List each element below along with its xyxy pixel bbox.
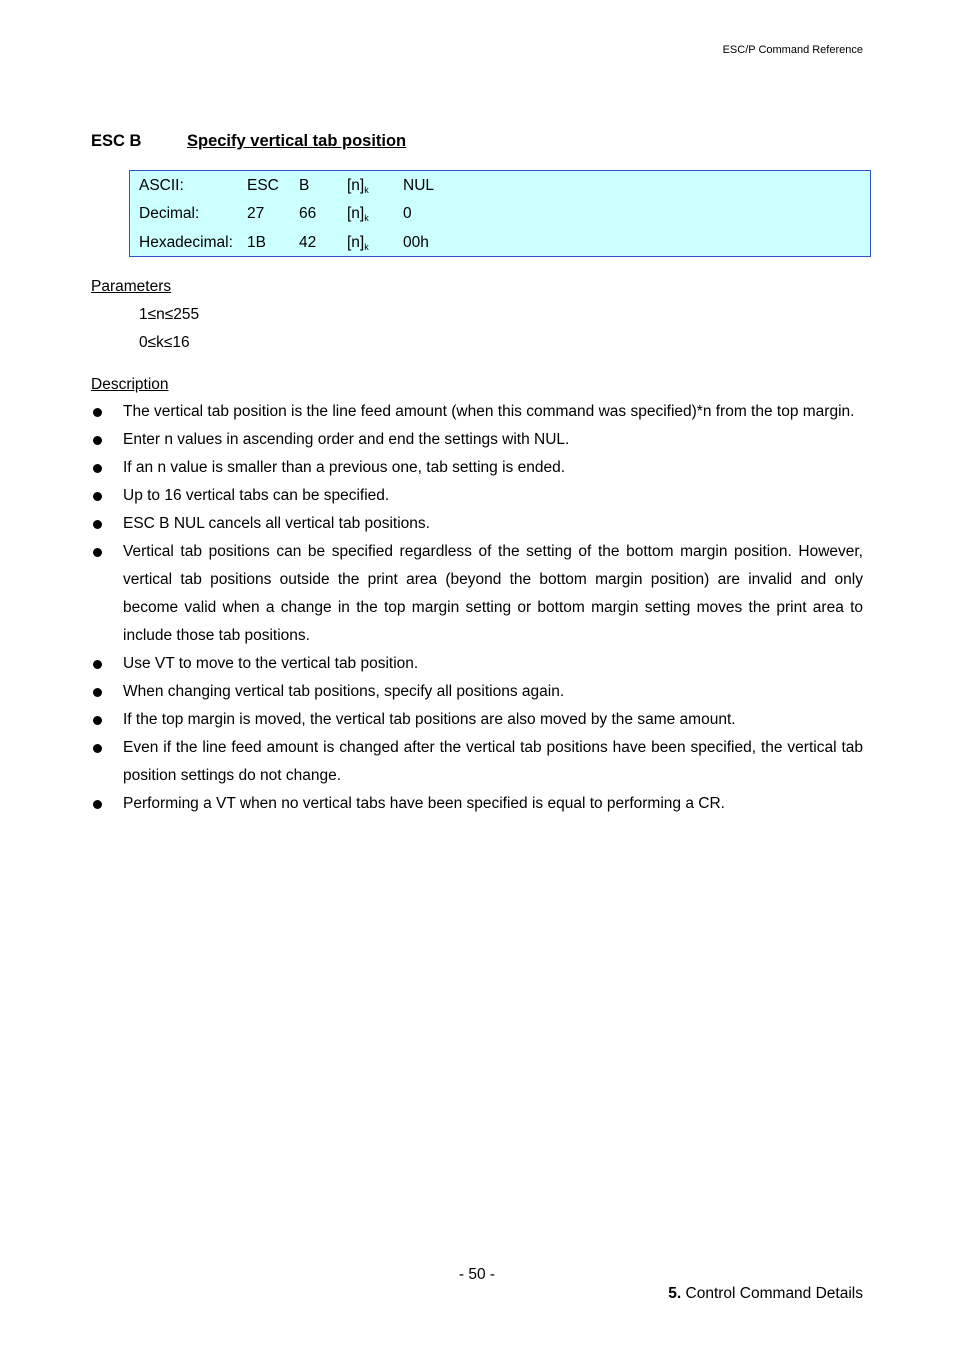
parameters-heading: Parameters bbox=[91, 278, 172, 295]
list-item-text: Performing a VT when no vertical tabs have been specified is equal to performing a CR. bbox=[123, 795, 725, 812]
list-item-text: Vertical tab positions can be specified regardless of the setting of the bottom margin position. However, vertical tab positions outside the print area (beyond the bottom margin position) are invalid and only become valid when a change in the top margin setting or bottom margin setting moves the print area to include those tab positions. bbox=[123, 543, 863, 644]
list-item-text: The vertical tab position is the line feed amount (when this command was specified)*n from the top margin. bbox=[123, 403, 855, 420]
parameter-item: 0≤k≤16 bbox=[139, 334, 190, 351]
list-item-text: Enter n values in ascending order and end the settings with NUL. bbox=[123, 431, 570, 448]
bullet-icon bbox=[93, 408, 102, 417]
description-list bbox=[91, 398, 863, 818]
code-value: ESC bbox=[247, 177, 279, 194]
list-item bbox=[91, 678, 863, 706]
list-item-text: If an n value is smaller than a previous one, tab setting is ended. bbox=[123, 459, 566, 476]
code-value: 00h bbox=[403, 234, 429, 251]
bullet-icon bbox=[93, 464, 102, 473]
bullet-icon bbox=[93, 520, 102, 529]
code-value: 0 bbox=[403, 205, 412, 222]
page-number: - 50 - bbox=[458, 1266, 496, 1283]
list-item bbox=[91, 650, 863, 678]
command-name: ESC B bbox=[91, 132, 142, 150]
list-item-text: Even if the line feed amount is changed after the vertical tab positions have been specified, the vertical tab position settings do not change. bbox=[123, 739, 863, 784]
list-item-text: ESC B NUL cancels all vertical tab positions. bbox=[123, 515, 430, 532]
list-item bbox=[91, 426, 863, 454]
code-label: ASCII: bbox=[139, 177, 184, 194]
parameter-item: 1≤n≤255 bbox=[139, 306, 200, 323]
list-item-text: When changing vertical tab positions, specify all positions again. bbox=[123, 683, 565, 700]
list-item-text: Use VT to move to the vertical tab position. bbox=[123, 655, 419, 672]
code-value: NUL bbox=[403, 177, 435, 194]
command-title: Specify vertical tab position bbox=[187, 132, 407, 150]
list-item bbox=[91, 510, 863, 538]
list-item bbox=[91, 398, 863, 426]
list-item bbox=[91, 482, 863, 510]
bullet-icon bbox=[93, 436, 102, 445]
list-item bbox=[91, 454, 863, 482]
bullet-icon bbox=[93, 688, 102, 697]
code-label: Hexadecimal: bbox=[139, 234, 233, 251]
command-code-table bbox=[129, 170, 871, 257]
bullet-icon bbox=[93, 744, 102, 753]
section-number: 5. bbox=[668, 1285, 682, 1302]
list-item bbox=[91, 538, 863, 650]
section-title: Control Command Details bbox=[685, 1285, 863, 1302]
code-value: 1B bbox=[247, 234, 266, 251]
list-item bbox=[91, 790, 863, 818]
code-param: $[n]_k$ bbox=[347, 205, 369, 223]
bullet-icon bbox=[93, 660, 102, 669]
command-heading bbox=[91, 132, 406, 151]
list-item bbox=[91, 734, 863, 790]
description-heading: Description bbox=[91, 376, 169, 393]
code-value: 42 bbox=[299, 234, 317, 251]
code-param: $[n]_k$ bbox=[347, 234, 369, 252]
footer-section bbox=[668, 1285, 863, 1303]
bullet-icon bbox=[93, 800, 102, 809]
list-item-text: If the top margin is moved, the vertical tab positions are also moved by the same amount. bbox=[123, 711, 736, 728]
bullet-icon bbox=[93, 548, 102, 557]
code-value: 66 bbox=[299, 205, 317, 222]
list-item-text: Up to 16 vertical tabs can be specified. bbox=[123, 487, 390, 504]
code-label: Decimal: bbox=[139, 205, 200, 222]
bullet-icon bbox=[93, 492, 102, 501]
code-value: 27 bbox=[247, 205, 265, 222]
list-item bbox=[91, 706, 863, 734]
code-value: B bbox=[299, 177, 310, 194]
bullet-icon bbox=[93, 716, 102, 725]
running-header: ESC/P Command Reference bbox=[722, 44, 863, 56]
code-param: $[n]_k$ bbox=[347, 177, 369, 195]
